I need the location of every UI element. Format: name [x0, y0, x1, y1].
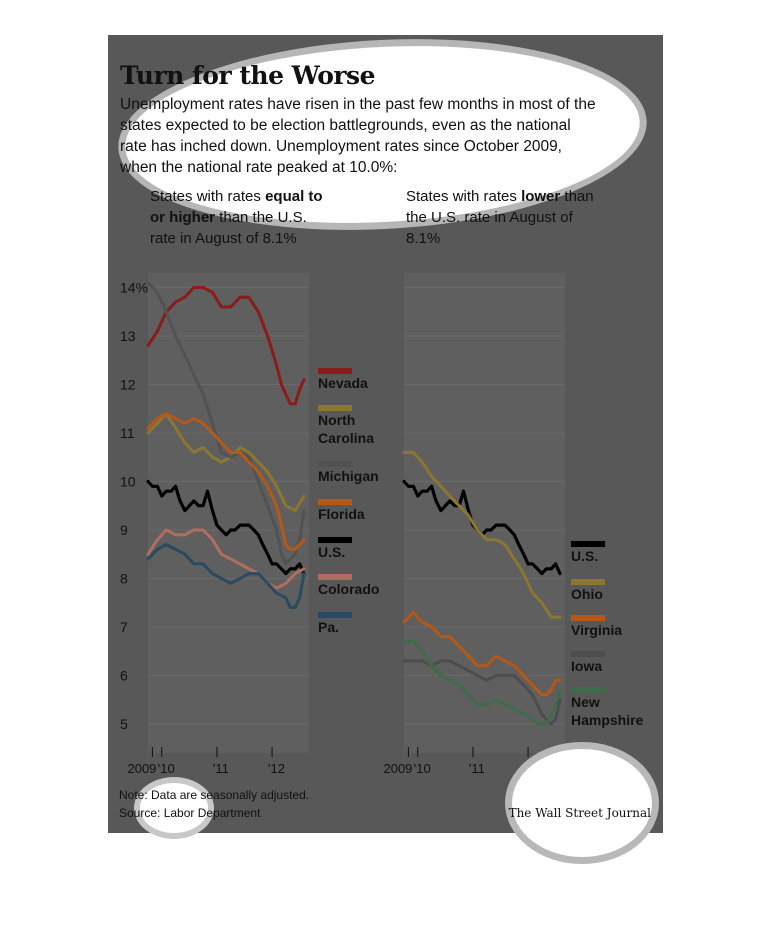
chart-text-layer [108, 35, 663, 833]
y-tick-label: 14% [120, 279, 149, 296]
y-tick-label: 9 [120, 521, 128, 538]
publisher-credit: The Wall Street Journal [508, 806, 651, 820]
footnote: Note: Data are seasonally adjusted. [119, 788, 310, 802]
panel-header-higher-bold: equal to or higher [150, 188, 323, 226]
legend-label-pa-: Pa. [318, 619, 340, 635]
y-tick-label: 8 [120, 570, 128, 587]
x-tick-label: '10 [413, 761, 431, 776]
legend-label-ohio: Ohio [571, 586, 603, 602]
legend-label-u-s-: U.S. [571, 548, 599, 564]
legend-label-virginia: Virginia [571, 622, 623, 638]
panel-header-higher-post: than the U.S. rate in August of 8.1% [150, 209, 307, 247]
legend-label-new-hampshire: New [571, 694, 600, 710]
legend-label-iowa: Iowa [571, 658, 603, 674]
panel-header-lower [406, 186, 596, 249]
x-tick-label: '11 [212, 761, 229, 776]
y-tick-label: 5 [120, 715, 128, 732]
x-tick-label: 2009 [383, 761, 413, 776]
chart-title: Turn for the Worse [120, 61, 376, 90]
x-tick-label: '10 [157, 761, 175, 776]
legend-label-north-carolina: North [318, 412, 356, 428]
panel-header-lower-bold: lower [521, 188, 561, 205]
x-tick-label: 2009 [127, 761, 157, 776]
legend-label-new-hampshire: Hampshire [571, 712, 644, 728]
legend-label-nevada: Nevada [318, 375, 368, 391]
y-tick-label: 6 [120, 667, 128, 684]
panel-header-lower-post: than the U.S. rate in August of 8.1% [406, 188, 594, 247]
y-tick-label: 13 [120, 328, 136, 345]
legend-label-north-carolina: Carolina [318, 430, 375, 446]
source-note: Source: Labor Department [119, 806, 261, 820]
y-tick-label: 11 [120, 425, 135, 441]
y-tick-label: 7 [120, 618, 128, 635]
x-tick-label: '11 [468, 761, 485, 776]
legend-label-colorado: Colorado [318, 581, 380, 597]
chart-subtitle: Unemployment rates have risen in the past few months in most of the states expected to be election battlegrounds, even as the national rate has inched down. Unemployment rates since October 2009, when the national rate peaked at 10.0%: [120, 96, 596, 176]
legend-label-u-s-: U.S. [318, 544, 346, 560]
panel-header-higher [150, 186, 330, 249]
legend-label-florida: Florida [318, 506, 365, 522]
legend-label-michigan: Michigan [318, 468, 379, 484]
x-tick-label: '12 [268, 761, 286, 776]
y-tick-label: 12 [120, 376, 136, 393]
panel-header-higher-pre: States with rates [150, 188, 266, 205]
panel-header-lower-pre: States with rates [406, 188, 522, 205]
y-tick-label: 10 [120, 473, 136, 490]
